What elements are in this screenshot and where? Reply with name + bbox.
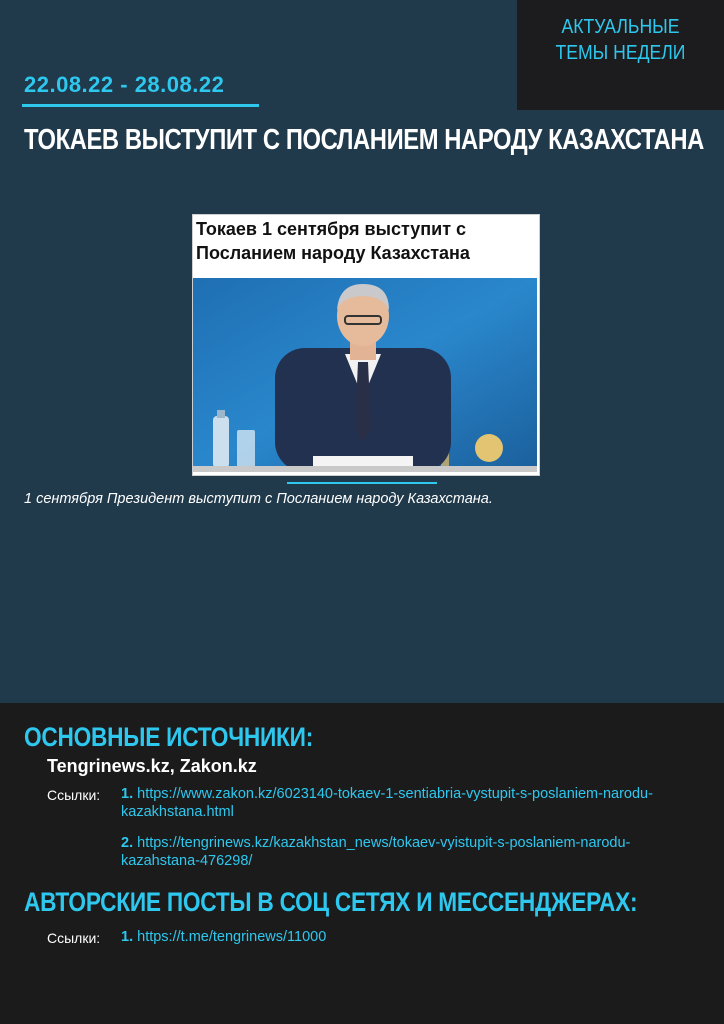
main-sources-heading: ОСНОВНЫЕ ИСТОЧНИКИ:: [24, 722, 314, 752]
author-links-label: Ссылки:: [47, 930, 101, 946]
glass: [237, 430, 255, 468]
table-clock: [475, 434, 503, 462]
link-number: 1.: [121, 929, 134, 945]
bottle-cap: [217, 410, 225, 418]
link-url[interactable]: https://t.me/tengrinews/11000: [137, 929, 327, 945]
photo-caption: 1 сентября Президент выступит с Посланием народу Казахстана.: [24, 491, 493, 507]
link-url[interactable]: https://www.zakon.kz/6023140-tokaev-1-sentiabria-vystupit-s-poslaniem-narodu-kazakhstana.html: [121, 786, 653, 820]
source-link-1[interactable]: [121, 785, 681, 821]
link-url[interactable]: https://tengrinews.kz/kazakhstan_news/tokaev-vyistupit-s-poslaniem-narodu-kazahstana-476298/: [121, 835, 631, 869]
caption-divider: [287, 482, 437, 484]
author-posts-heading: АВТОРСКИЕ ПОСТЫ В СОЦ СЕТЯХ И МЕССЕНДЖЕРАХ:: [24, 887, 638, 917]
weekly-topics-badge: [517, 0, 724, 110]
links-label: Ссылки:: [47, 787, 101, 803]
date-range: 22.08.22 - 28.08.22: [24, 72, 225, 97]
link-number: 1.: [121, 786, 134, 802]
author-link-1[interactable]: [121, 928, 681, 946]
source-link-2[interactable]: [121, 834, 681, 870]
page-title: ТОКАЕВ ВЫСТУПИТ С ПОСЛАНИЕМ НАРОДУ КАЗАХСТАНА: [24, 124, 704, 156]
desk: [193, 466, 537, 472]
source-names: Tengrinews.kz, Zakon.kz: [47, 756, 257, 776]
date-underline: [22, 104, 259, 107]
water-bottle: [213, 416, 229, 468]
president-photo: [193, 278, 537, 472]
link-number: 2.: [121, 835, 134, 851]
news-card-headline: Токаев 1 сентября выступит с Посланием народу Казахстана: [196, 219, 470, 263]
badge-text: АКТУАЛЬНЫЕ ТЕМЫ НЕДЕЛИ: [555, 16, 686, 64]
